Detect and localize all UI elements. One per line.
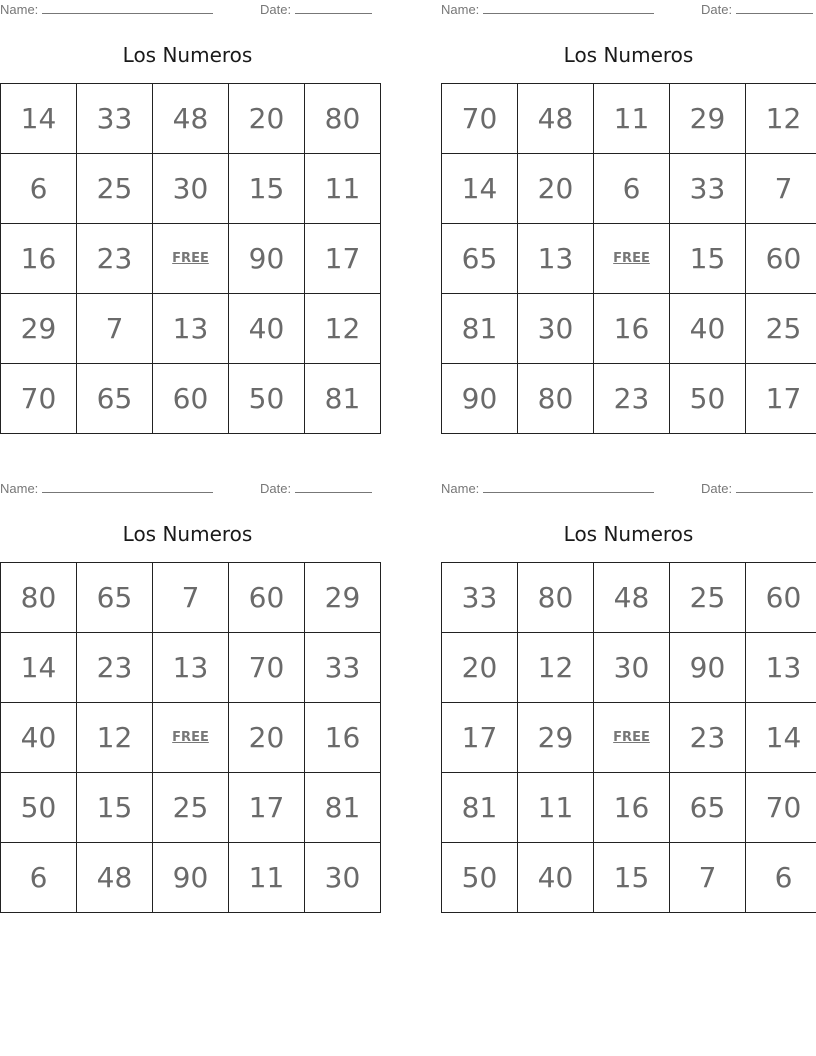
grid-row: [442, 843, 816, 913]
card-title: Los Numeros: [563, 522, 694, 546]
grid-cell: 33: [77, 84, 153, 154]
grid-cell: 30: [518, 294, 594, 364]
grid-cell: 70: [1, 364, 77, 434]
free-space-cell: FREE: [153, 703, 229, 773]
date-label: Date:: [701, 2, 733, 17]
bingo-grid: [441, 83, 816, 434]
name-field: [441, 2, 654, 18]
grid-cell: 80: [1, 563, 77, 633]
name-date-line: [441, 2, 816, 18]
bingo-card-1: [0, 0, 375, 415]
grid-cell: 12: [518, 633, 594, 703]
grid-row: [1, 773, 381, 843]
date-label: Date:: [260, 481, 292, 496]
grid-cell: 60: [746, 224, 816, 294]
grid-cell: 50: [442, 843, 518, 913]
grid-cell: 11: [594, 84, 670, 154]
grid-cell: 11: [518, 773, 594, 843]
grid-cell: 6: [746, 843, 816, 913]
grid-cell: 17: [746, 364, 816, 434]
grid-row: [442, 294, 816, 364]
grid-cell: 60: [746, 563, 816, 633]
grid-cell: 80: [518, 364, 594, 434]
grid-cell: 90: [229, 224, 305, 294]
grid-cell: 6: [1, 843, 77, 913]
grid-cell: 25: [670, 563, 746, 633]
grid-cell: 70: [229, 633, 305, 703]
grid-cell: 29: [518, 703, 594, 773]
name-blank: [483, 481, 654, 493]
grid-row: [1, 224, 381, 294]
grid-cell: 7: [746, 154, 816, 224]
grid-cell: 13: [746, 633, 816, 703]
grid-cell: 65: [442, 224, 518, 294]
grid-cell: 33: [670, 154, 746, 224]
grid-cell: 14: [746, 703, 816, 773]
grid-cell: 70: [442, 84, 518, 154]
grid-cell: 65: [670, 773, 746, 843]
date-field: [260, 2, 372, 18]
grid-cell: 15: [77, 773, 153, 843]
bingo-card-3: [0, 479, 375, 894]
bingo-grid: [0, 83, 381, 434]
grid-cell: 16: [305, 703, 381, 773]
name-label: Name:: [0, 2, 39, 17]
name-date-line: [0, 481, 375, 497]
bingo-grid: [441, 562, 816, 913]
free-space-cell: FREE: [594, 224, 670, 294]
name-label: Name:: [0, 481, 39, 496]
grid-cell: 80: [305, 84, 381, 154]
date-blank: [295, 481, 372, 493]
grid-cell: 14: [1, 633, 77, 703]
grid-cell: 30: [153, 154, 229, 224]
grid-cell: 81: [442, 773, 518, 843]
grid-cell: 81: [442, 294, 518, 364]
grid-cell: 20: [229, 703, 305, 773]
grid-row: [1, 633, 381, 703]
grid-cell: 48: [518, 84, 594, 154]
grid-cell: 50: [1, 773, 77, 843]
grid-cell: 33: [305, 633, 381, 703]
grid-cell: 17: [442, 703, 518, 773]
bingo-card-4: [441, 479, 816, 894]
name-date-line: [0, 2, 375, 18]
name-date-line: [441, 481, 816, 497]
grid-cell: 23: [594, 364, 670, 434]
grid-cell: 29: [305, 563, 381, 633]
grid-cell: 25: [746, 294, 816, 364]
grid-cell: 6: [1, 154, 77, 224]
date-field: [260, 481, 372, 497]
name-blank: [42, 481, 213, 493]
grid-row: [442, 224, 816, 294]
grid-cell: 7: [77, 294, 153, 364]
grid-cell: 48: [77, 843, 153, 913]
card-title: Los Numeros: [122, 522, 253, 546]
grid-row: [442, 84, 816, 154]
grid-row: [442, 563, 816, 633]
grid-cell: 48: [153, 84, 229, 154]
grid-cell: 20: [518, 154, 594, 224]
grid-cell: 25: [77, 154, 153, 224]
grid-cell: 16: [1, 224, 77, 294]
grid-row: [442, 154, 816, 224]
grid-row: [1, 703, 381, 773]
grid-cell: 40: [229, 294, 305, 364]
name-field: [0, 481, 213, 497]
grid-row: [442, 703, 816, 773]
name-label: Name:: [441, 2, 480, 17]
grid-cell: 33: [442, 563, 518, 633]
grid-row: [1, 294, 381, 364]
grid-cell: 40: [518, 843, 594, 913]
date-blank: [295, 2, 372, 14]
grid-cell: 7: [153, 563, 229, 633]
grid-cell: 15: [229, 154, 305, 224]
grid-cell: 25: [153, 773, 229, 843]
grid-cell: 14: [442, 154, 518, 224]
grid-cell: 7: [670, 843, 746, 913]
grid-row: [1, 364, 381, 434]
grid-cell: 50: [229, 364, 305, 434]
grid-cell: 81: [305, 773, 381, 843]
date-blank: [736, 481, 813, 493]
grid-cell: 13: [153, 294, 229, 364]
grid-row: [1, 843, 381, 913]
date-field: [701, 481, 813, 497]
grid-cell: 16: [594, 773, 670, 843]
grid-cell: 65: [77, 563, 153, 633]
bingo-card-2: [441, 0, 816, 415]
grid-cell: 60: [229, 563, 305, 633]
grid-cell: 40: [670, 294, 746, 364]
grid-cell: 90: [153, 843, 229, 913]
grid-cell: 81: [305, 364, 381, 434]
grid-row: [1, 154, 381, 224]
grid-cell: 23: [670, 703, 746, 773]
grid-cell: 11: [305, 154, 381, 224]
grid-row: [1, 563, 381, 633]
date-blank: [736, 2, 813, 14]
free-space-cell: FREE: [594, 703, 670, 773]
name-label: Name:: [441, 481, 480, 496]
grid-cell: 23: [77, 633, 153, 703]
grid-cell: 60: [153, 364, 229, 434]
grid-cell: 30: [305, 843, 381, 913]
card-title: Los Numeros: [122, 43, 253, 67]
grid-row: [1, 84, 381, 154]
grid-cell: 29: [670, 84, 746, 154]
grid-cell: 50: [670, 364, 746, 434]
grid-cell: 12: [746, 84, 816, 154]
grid-cell: 80: [518, 563, 594, 633]
name-field: [0, 2, 213, 18]
grid-cell: 23: [77, 224, 153, 294]
free-space-cell: FREE: [153, 224, 229, 294]
grid-cell: 16: [594, 294, 670, 364]
grid-cell: 90: [670, 633, 746, 703]
grid-cell: 17: [305, 224, 381, 294]
grid-cell: 11: [229, 843, 305, 913]
name-blank: [42, 2, 213, 14]
grid-row: [442, 364, 816, 434]
name-field: [441, 481, 654, 497]
grid-cell: 20: [229, 84, 305, 154]
grid-cell: 12: [77, 703, 153, 773]
grid-row: [442, 773, 816, 843]
grid-cell: 29: [1, 294, 77, 364]
bingo-grid: [0, 562, 381, 913]
grid-cell: 48: [594, 563, 670, 633]
date-label: Date:: [701, 481, 733, 496]
grid-cell: 13: [518, 224, 594, 294]
grid-cell: 13: [153, 633, 229, 703]
grid-cell: 17: [229, 773, 305, 843]
grid-cell: 40: [1, 703, 77, 773]
date-field: [701, 2, 813, 18]
grid-cell: 6: [594, 154, 670, 224]
grid-row: [442, 633, 816, 703]
grid-cell: 12: [305, 294, 381, 364]
card-title: Los Numeros: [563, 43, 694, 67]
grid-cell: 20: [442, 633, 518, 703]
grid-cell: 30: [594, 633, 670, 703]
grid-cell: 15: [670, 224, 746, 294]
grid-cell: 90: [442, 364, 518, 434]
name-blank: [483, 2, 654, 14]
grid-cell: 65: [77, 364, 153, 434]
grid-cell: 70: [746, 773, 816, 843]
date-label: Date:: [260, 2, 292, 17]
grid-cell: 15: [594, 843, 670, 913]
grid-cell: 14: [1, 84, 77, 154]
